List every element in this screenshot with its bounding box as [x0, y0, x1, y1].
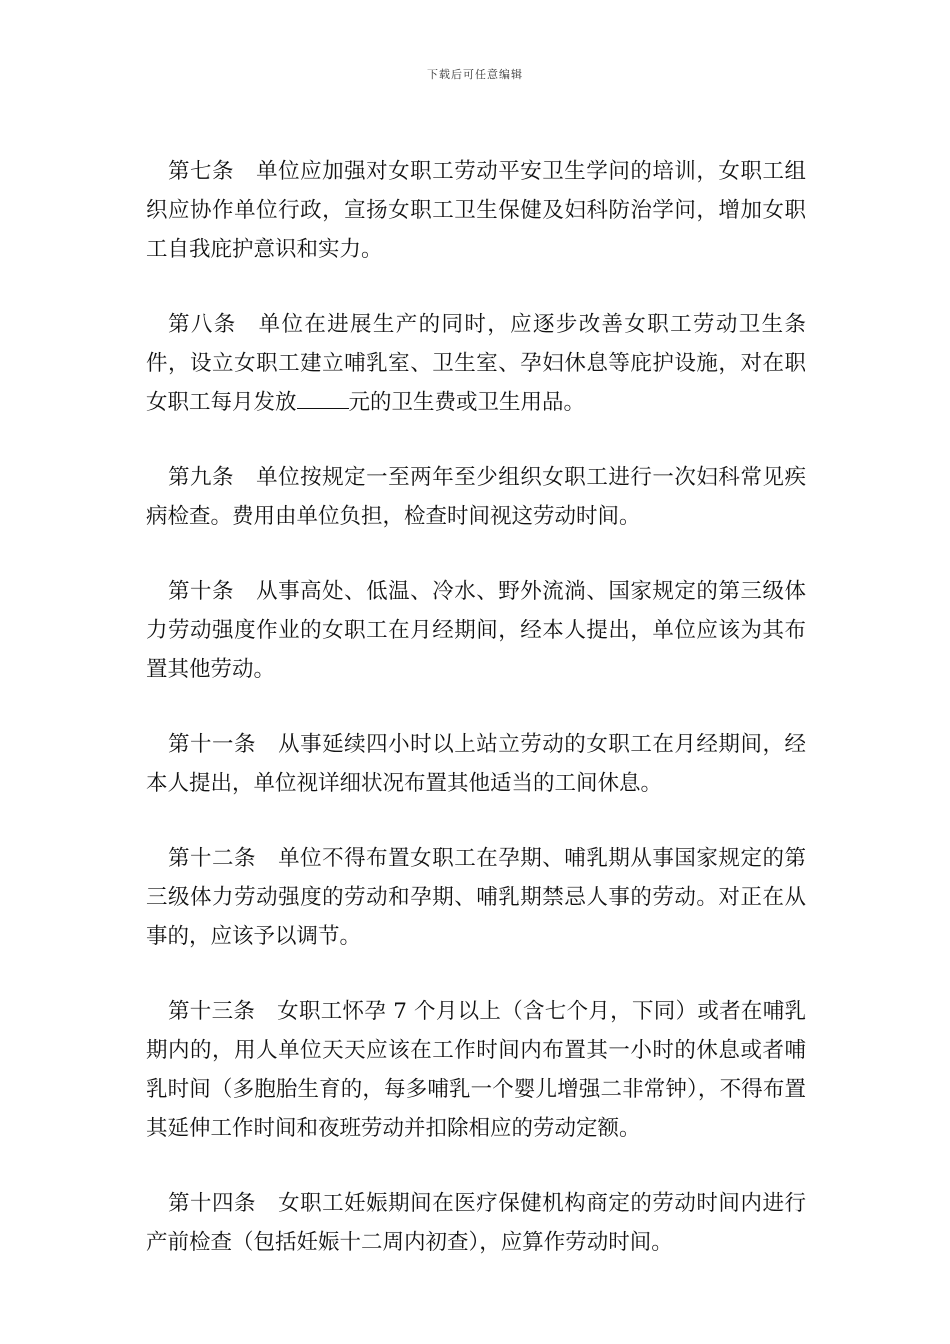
article-text: 女职工妊娠期间在医疗保健机构商定的劳动时间内进行产前检查（包括妊娠十二周内初查），应算作劳动时间。 [146, 1191, 806, 1255]
article-7 [146, 152, 806, 269]
article-number: 第十条 [168, 579, 235, 604]
article-14 [146, 1184, 806, 1262]
document-body [146, 152, 806, 1298]
article-number: 第十二条 [168, 846, 257, 871]
article-9 [146, 458, 806, 536]
article-text: 单位在进展生产的同时，应逐步改善女职工劳动卫生条件，设立女职工建立哺乳室、卫生室、孕妇休息等庇护设施，对在职女职工每月发放 [146, 312, 806, 415]
article-text: 单位应加强对女职工劳动平安卫生学问的培训，女职工组织应协作单位行政，宣扬女职工卫生保健及妇科防治学问，增加女职工自我庇护意识和实力。 [146, 159, 806, 262]
article-text: 单位不得布置女职工在孕期、哺乳期从事国家规定的第三级体力劳动强度的劳动和孕期、哺乳期禁忌人事的劳动。对正在从事的，应该予以调节。 [146, 846, 806, 949]
article-number: 第七条 [168, 159, 235, 184]
article-text: 从事延续四小时以上站立劳动的女职工在月经期间，经本人提出，单位视详细状况布置其他适当的工间休息。 [146, 732, 806, 796]
article-number: 第十三条 [168, 999, 256, 1024]
article-11 [146, 725, 806, 803]
article-8 [146, 305, 806, 422]
page-header: 下载后可任意编辑 [427, 68, 523, 81]
article-number: 第八条 [168, 312, 237, 337]
article-text: 从事高处、低温、冷水、野外流淌、国家规定的第三级体力劳动强度作业的女职工在月经期间，经本人提出，单位应该为其布置其他劳动。 [146, 579, 806, 682]
article-text-continued: 元的卫生费或卫生用品。 [348, 390, 586, 415]
article-10 [146, 572, 806, 689]
article-text: 女职工怀孕 7 个月以上（含七个月，下同）或者在哺乳期内的，用人单位天天应该在工作时间内布置其一小时的休息或者哺乳时间（多胞胎生育的，每多哺乳一个婴儿增强二非常钟），不得布置其延伸工作时间和夜班劳动并扣除相应的劳动定额。 [146, 999, 806, 1141]
fill-in-blank [297, 388, 349, 409]
article-text: 单位按规定一至两年至少组织女职工进行一次妇科常见疾病检查。费用由单位负担，检查时间视这劳动时间。 [146, 465, 806, 529]
article-number: 第十一条 [168, 732, 257, 757]
article-number: 第九条 [168, 465, 235, 490]
article-13 [146, 992, 806, 1148]
article-number: 第十四条 [168, 1191, 257, 1216]
article-12 [146, 839, 806, 956]
